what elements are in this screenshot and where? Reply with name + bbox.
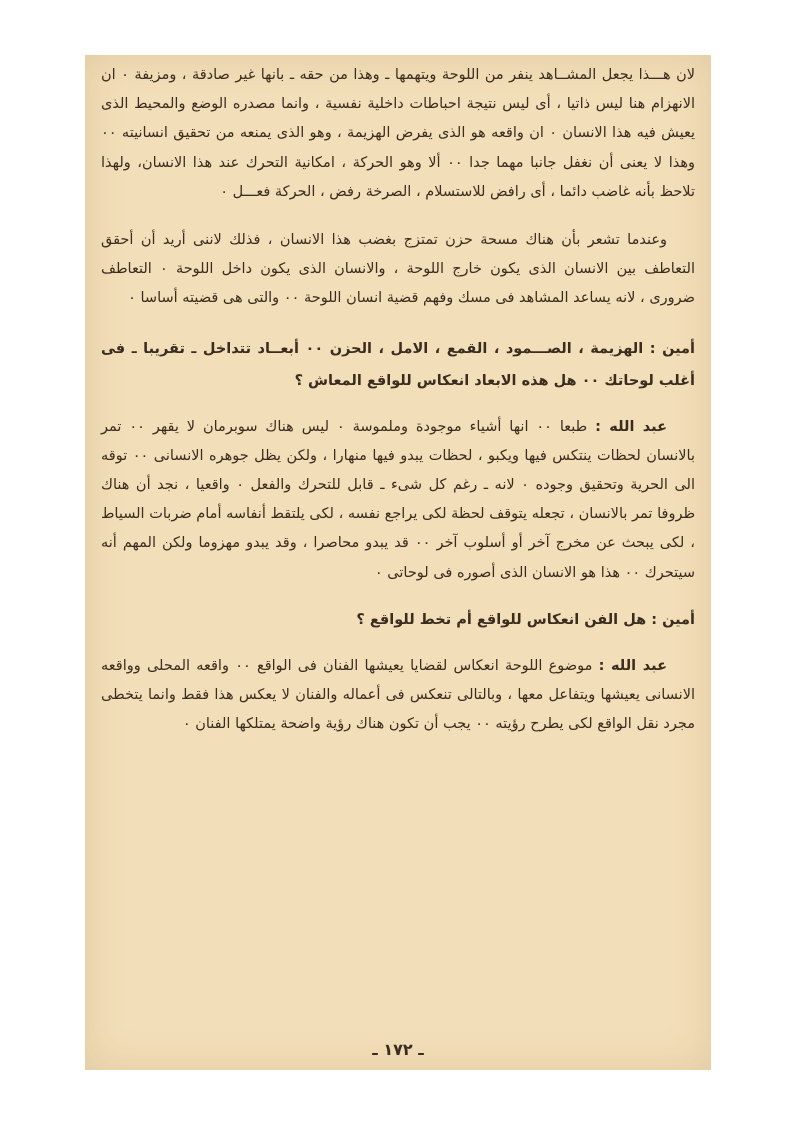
speaker-label: عبد الله : [598,657,667,674]
page-body [101,61,695,739]
answer-text: طبعا ٠٠ انها أشياء موجودة وملموسة ٠ ليس هناك سوبرمان لا يقهر ٠٠ تمر بالانسان لحظات ينتكس فيها ويكبو ، لحظات يبدو فيها منهارا ، ولكن يظل جوهره الانسانى ٠٠ توقه الى الحرية وتحقيق وجوده ٠ لانه ـ رغم كل شىء ـ قابل للتحرك والفعل ٠ واقعيا ، نجد أن هناك ظروفا تمر بالانسان ، تجعله يتوقف لحظة لكى يراجع نفسه ، لكى يلتقط أنفاسه أمام ضربات السياط ، لكى يبحث عن مخرج آخر أو أسلوب آخر ٠٠ قد يبدو محاصرا ، وقد يبدو مهزوما ولكن المهم أنه سيتحرك ٠٠ هذا هو الانسان الذى أصوره فى لوحاتى ٠ [101,418,695,581]
speaker-label: عبد الله : [595,418,667,435]
paragraph-1: لان هـــذا يجعل المشــاهد ينفر من اللوحة ويتهمها ـ وهذا من حقه ـ بانها غير صادقة ، ومزيفة ٠ ان الانهزام هنا ليس ذاتيا ، أى ليس نتيجة احباطات داخلية نفسية ، وانما مصدره الوضع والمحيط الذى يعيش فيه هذا الانسان ٠ ان واقعه هو الذى يفرض الهزيمة ، وهو الذى يمنعه من تحقيق انسانيته ٠٠ وهذا لا يعنى أن نغفل جانبا مهما جدا ٠٠ ألا وهو الحركة ، امكانية التحرك عند هذا الانسان، ولهذا تلاحظ بأنه غاضب دائما ، أى رافض للاستسلام ، الصرخة رفض ، الحركة فعـــل ٠ [101,67,695,200]
scanned-page [85,55,711,1070]
interview-answer-2 [101,652,695,740]
interview-answer-1 [101,413,695,588]
answer-text: موضوع اللوحة انعكاس لقضايا يعيشها الفنان فى الواقع ٠٠ واقعه المحلى وواقعه الانسانى يعيشها ويتفاعل معها ، وبالتالى تنعكس فى أعماله والفنان لا يعكس هذا فقط وانما يتخطى مجرد نقل الواقع لكى يطرح رؤيته ٠٠ يجب أن تكون هناك رؤية واضحة يمتلكها الفنان ٠ [101,657,695,733]
interview-question-2: أمين : هل الفن انعكاس للواقع أم تخط للواقع ؟ [356,611,695,628]
interview-question-1: أمين : الهزيمة ، الصـــمود ، القمع ، الامل ، الحزن ٠٠ أبعــاد تتداخل ـ تقريبا ـ فى أغلب لوحاتك ٠٠ هل هذه الابعاد انعكاس للواقع المعاش ؟ [101,340,695,389]
paragraph-2: وعندما تشعر بأن هناك مسحة حزن تمتزج بغضب هذا الانسان ، فذلك لاننى أريد أن أحقق التعاطف بين الانسان الذى يكون خارج اللوحة ، والانسان الذى يكون داخل اللوحة ٠ التعاطف ضرورى ، لانه يساعد المشاهد فى مسك وفهم قضية انسان اللوحة ٠٠ والتى هى قضيته أساسا ٠ [101,232,695,307]
page-number: ـ ١٧٢ ـ [372,1040,424,1059]
